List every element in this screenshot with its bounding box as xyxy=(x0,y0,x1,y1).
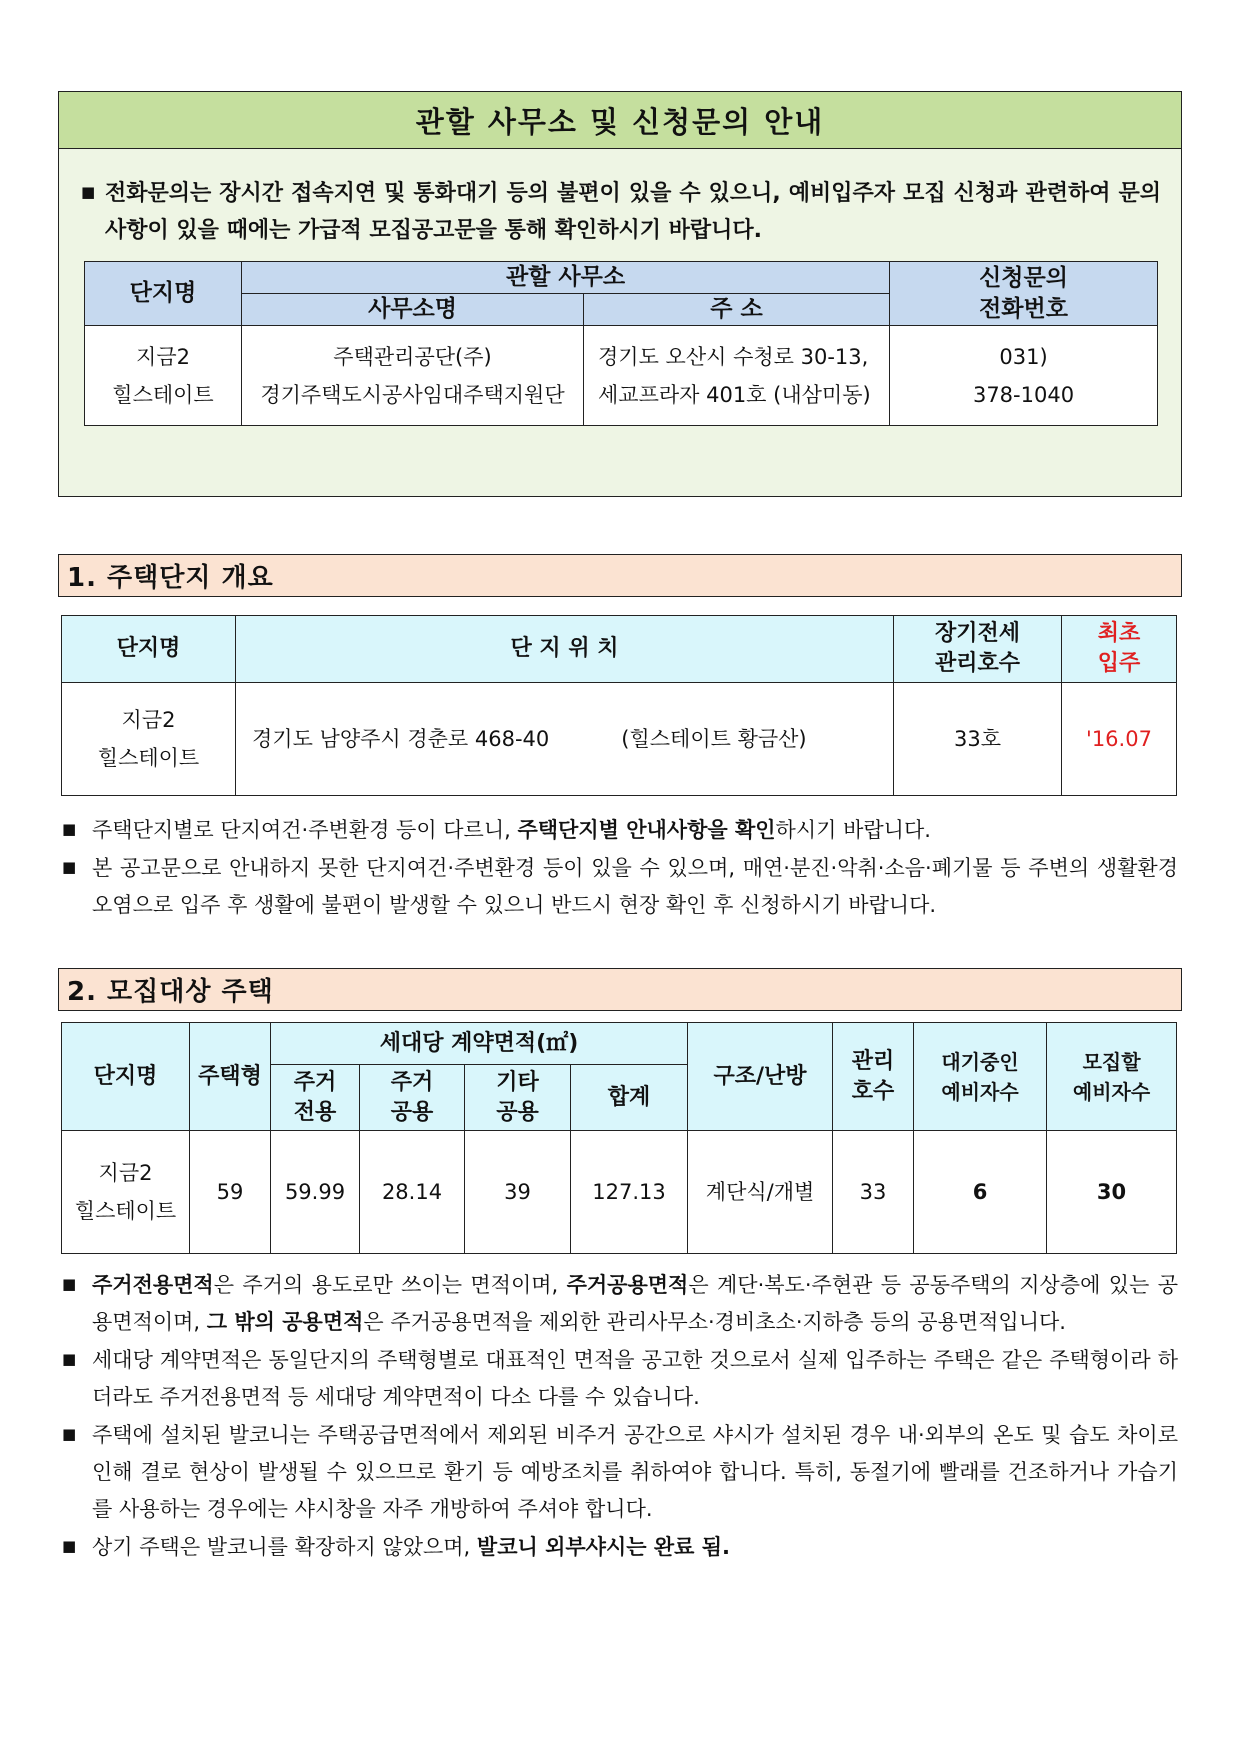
header-location: 단 지 위 치 xyxy=(236,616,894,683)
notice-bullet-text: 전화문의는 장시간 접속지연 및 통화대기 등의 불편이 있을 수 있으니, 예비입주자 모집 신청과 관련하여 문의사항이 있을 때에는 가급적 모집공고문을 통해 확인하시기 바랍니다. xyxy=(105,181,1161,243)
complex-overview-table xyxy=(61,615,1177,796)
cell-complex: 지금2 힐스테이트 xyxy=(85,326,242,426)
header-office: 관할 사무소 xyxy=(242,262,890,294)
header-other-common: 기타 공용 xyxy=(465,1065,571,1131)
list-item: ■ 세대당 계약면적은 동일단지의 주택형별로 대표적인 면적을 공고한 것으로서 실제 입주하는 주택은 같은 주택형이라 하더라도 주거전용면적 등 세대당 계약면적이 다소 다를 수 있습니다. xyxy=(62,1341,1178,1416)
square-bullet-icon: ■ xyxy=(62,1537,77,1555)
square-bullet-icon: ■ xyxy=(62,858,77,876)
square-bullet-icon: ■ xyxy=(62,1425,77,1443)
cell-structure: 계단식/개별 xyxy=(688,1131,833,1254)
cell-recruit: 30 xyxy=(1047,1131,1177,1254)
header-complex: 단지명 xyxy=(85,262,242,326)
cell-complex: 지금2 힐스테이트 xyxy=(62,1131,190,1254)
cell-address: 경기도 오산시 수청로 30-13, 세교프라자 401호 (내삼미동) xyxy=(584,326,890,426)
header-mgmt-units: 관리 호수 xyxy=(833,1023,914,1131)
cell-common: 28.14 xyxy=(360,1131,465,1254)
cell-exclusive: 59.99 xyxy=(271,1131,360,1254)
section-2-notes xyxy=(62,1266,1178,1566)
header-recruit: 모집할 예비자수 xyxy=(1047,1023,1177,1131)
header-total: 합계 xyxy=(571,1065,688,1131)
header-phone: 신청문의 전화번호 xyxy=(890,262,1158,326)
header-first-move-in: 최초 입주 xyxy=(1062,616,1177,683)
square-bullet-icon: ■ xyxy=(62,1275,77,1293)
cell-lease-units: 33호 xyxy=(894,683,1062,796)
cell-type: 59 xyxy=(190,1131,271,1254)
notice-box xyxy=(58,91,1182,497)
header-common: 주거 공용 xyxy=(360,1065,465,1131)
header-lease-units: 장기전세 관리호수 xyxy=(894,616,1062,683)
list-item: ■ 본 공고문으로 안내하지 못한 단지여건·주변환경 등이 있을 수 있으며, 매연·분진·악취·소음·폐기물 등 주변의 생활환경 오염으로 입주 후 생활에 불편이 발생할 수 있으니 반드시 현장 확인 후 신청하시기 바랍니다. xyxy=(62,849,1178,924)
square-bullet-icon: ■ xyxy=(62,1350,77,1368)
office-table xyxy=(84,261,1158,426)
cell-phone: 031) 378-1040 xyxy=(890,326,1158,426)
header-complex: 단지명 xyxy=(62,616,236,683)
header-area: 세대당 계약면적(㎡) xyxy=(271,1023,688,1065)
square-bullet-icon: ■ xyxy=(81,183,96,201)
cell-location: 경기도 남양주시 경춘로 468-40 (힐스테이트 황금산) xyxy=(236,683,894,796)
header-type: 주택형 xyxy=(190,1023,271,1131)
notice-title: 관할 사무소 및 신청문의 안내 xyxy=(59,92,1181,149)
cell-first-move-in: '16.07 xyxy=(1062,683,1177,796)
cell-total: 127.13 xyxy=(571,1131,688,1254)
header-address: 주 소 xyxy=(584,294,890,326)
header-complex: 단지명 xyxy=(62,1023,190,1131)
header-office-name: 사무소명 xyxy=(242,294,584,326)
cell-other-common: 39 xyxy=(465,1131,571,1254)
cell-office: 주택관리공단(주) 경기주택도시공사임대주택지원단 xyxy=(242,326,584,426)
recruit-table xyxy=(61,1022,1177,1254)
list-item: ■ 주택단지별로 단지여건·주변환경 등이 다르니, 주택단지별 안내사항을 확인하시기 바랍니다. xyxy=(62,811,1178,849)
notice-bullet xyxy=(81,174,1161,249)
cell-mgmt-units: 33 xyxy=(833,1131,914,1254)
cell-waiting: 6 xyxy=(914,1131,1047,1254)
section-2-header: 2. 모집대상 주택 xyxy=(58,968,1182,1011)
header-waiting: 대기중인 예비자수 xyxy=(914,1023,1047,1131)
header-structure: 구조/난방 xyxy=(688,1023,833,1131)
header-exclusive: 주거 전용 xyxy=(271,1065,360,1131)
list-item: ■ 주거전용면적은 주거의 용도로만 쓰이는 면적이며, 주거공용면적은 계단·복도·주현관 등 공동주택의 지상층에 있는 공용면적이며, 그 밖의 공용면적은 주거공용면적을 제외한 관리사무소·경비초소·지하층 등의 공용면적입니다. xyxy=(62,1266,1178,1341)
square-bullet-icon: ■ xyxy=(62,820,77,838)
section-1-notes xyxy=(62,811,1178,924)
section-1-header: 1. 주택단지 개요 xyxy=(58,554,1182,597)
cell-complex: 지금2 힐스테이트 xyxy=(62,683,236,796)
list-item: ■ 주택에 설치된 발코니는 주택공급면적에서 제외된 비주거 공간으로 샤시가 설치된 경우 내·외부의 온도 및 습도 차이로 인해 결로 현상이 발생될 수 있으므로 환기 등 예방조치를 취하여야 합니다. 특히, 동절기에 빨래를 건조하거나 가습기를 사용하는 경우에는 샤시창을 자주 개방하여 주셔야 합니다. xyxy=(62,1416,1178,1528)
list-item: ■ 상기 주택은 발코니를 확장하지 않았으며, 발코니 외부샤시는 완료 됨. xyxy=(62,1528,1178,1566)
